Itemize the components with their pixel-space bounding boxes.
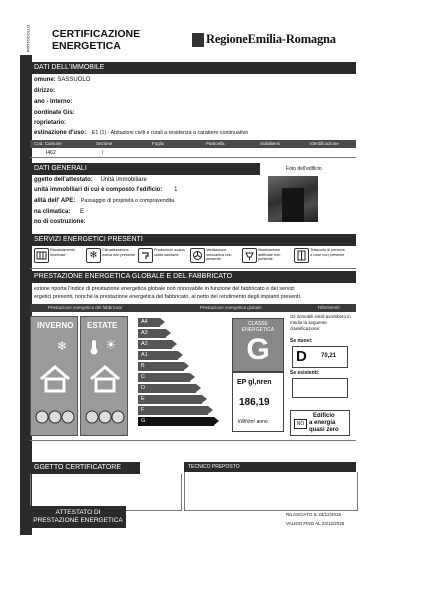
valido-date: VALIDO FINO AL 23/12/2025 [286,521,345,526]
class-tip [202,395,207,403]
service-label: Climatizzazione estiva non presente [102,248,136,257]
catasto-value: I462 [46,150,56,156]
photo-building-shape [282,188,304,222]
class-tip [160,318,165,326]
transport-icon [294,248,309,263]
service-label: Produzione acqua calda sanitaria [154,248,185,257]
motivazione-row [34,198,174,204]
service-label: Riscaldamento invernale [50,248,76,257]
se-nuovi-box [292,346,348,368]
building-photo [268,176,318,222]
service-item [190,246,242,264]
se-nuovi-value: 70,21 [321,353,337,359]
class-tip [166,329,171,337]
ep-label: EP gl,nren [237,379,272,386]
nzeb-box [290,410,350,436]
description-line: ezione riporta l'indice di prestazione energetica globale non rinnovabile in funzione del fabbricato e dei servizi [34,286,295,292]
se-esistenti-label: Se esistenti: [290,370,320,376]
class-bar-d: D [138,384,196,393]
house-icon [39,365,71,398]
certificatore-header: GGETTO CERTIFICATORE [30,462,140,474]
prestazione-subheader-row [30,304,356,312]
service-label: Ventilazione meccanica non presente [206,248,232,261]
riferimenti-panel [288,314,356,436]
comune-value: SASSUOLO [57,77,91,83]
service-item [294,246,346,264]
class-tip [190,373,195,381]
photo-label: Foto dell'edificio [286,166,322,172]
inverno-label: INVERNO [37,321,74,330]
motivazione-value: Passaggio di proprietà o compravendita [80,198,175,204]
class-bar-b: B [138,362,184,371]
anno-label: no di costruzione: [34,219,86,225]
sun-icon: ☀ [105,337,117,352]
prestazione-description [34,285,356,301]
catasto-bottom-rule [30,157,356,158]
section-prestazione-header: PRESTAZIONE ENERGETICA GLOBALE E DEL FABBRICATO [30,271,356,283]
ep-value: 186,19 [239,397,270,408]
catasto-header: Cod. Comune [34,141,62,146]
thermometer-icon [89,339,99,360]
energy-class-badge [232,318,284,372]
catasto-header-row [30,140,356,148]
proprietario-row [34,120,66,126]
unita-label: unità immobiliari di cui è composto l'edificio: [34,187,163,193]
riferimenti-text: Gli immobili simili avrebbero in media la seguente classificazione: [290,314,351,331]
nzeb-label: Edificio [313,413,335,419]
section-servizi-header: SERVIZI ENERGETICI PRESENTI [30,234,356,246]
class-tip [184,362,189,370]
service-item [86,246,138,264]
proprietario-label: roprietario: [34,120,67,126]
zona-value: E [80,209,85,215]
catasto-header: Subalterni [260,141,281,146]
oggetto-label: ggetto dell'attestato: [34,177,93,183]
region-logo [192,32,356,50]
class-bar-a1: A1 [138,351,178,360]
se-nuovi-class: D [296,348,307,365]
service-label: Illuminazione artificiale non presente [258,248,281,261]
attestato-line: ATTESTATO DI [55,509,101,516]
destinazione-label: estinazione d'uso: [34,130,87,136]
subheader-globale: Prestazione energetica globale [200,305,262,310]
indirizzo-row [34,88,55,94]
oggetto-value: Unità immobiliare [100,177,147,183]
radiator-icon [34,248,49,263]
house-icon [89,365,121,398]
class-tip [196,384,201,392]
catasto-header: Sezione [96,141,113,146]
service-item [138,246,190,264]
class-bar-a4: A4 [138,318,160,327]
service-item [34,246,86,264]
protocol-stamp-text: PROTOCOLLO [25,24,31,53]
coordinate-label: oordinate Gis: [34,110,75,116]
ep-box [232,372,284,432]
class-tip [178,351,183,359]
protocol-stamp [26,22,38,56]
comune-row [34,77,90,83]
zona-row [34,209,84,215]
title-line-2: ENERGETICA [52,40,121,52]
estate-panel [80,316,128,436]
tap-icon [138,248,153,263]
logo-mark [192,33,204,47]
catasto-header: Foglio [152,141,165,146]
title-line-1: CERTIFICAZIONE [52,28,141,40]
comune-label: omune: [34,77,56,83]
attestato-line: PRESTAZIONE ENERGETICA [33,517,123,524]
piano-label: ano - Interno: [34,99,73,105]
destinazione-row [34,130,248,136]
nzeb-checkbox: NO [294,419,307,429]
rilasciato-date: RILASCIATO IL 23/12/2015 [286,512,341,517]
classe-value: G [246,333,270,366]
zona-label: na climatica: [34,209,71,215]
description-line: ergetici presenti, nonché la prestazione energetica del fabbricato, al netto del rendimento degli impianti presenti. [34,294,302,300]
brand-name: RegioneEmilia-Romagna [206,32,336,46]
ep-unit: kWh/m² anno [238,419,268,425]
attestato-badge [30,506,126,528]
tecnico-header [184,462,356,472]
coordinate-row [34,110,75,116]
classe-label: CLASSE ENERGETICA [241,321,275,333]
nzeb-label: a energia [309,420,336,426]
oggetto-row [34,177,147,183]
tecnico-box [184,472,358,511]
class-bar-c: C [138,373,190,382]
service-label: Trasporto di persone o cose non presente [310,248,345,257]
fan-icon [190,248,205,263]
prestazione-bottom-rule [30,440,356,441]
certificate-title [52,28,140,52]
servizi-bottom-rule [30,268,356,269]
section-generali-header: DATI GENERALI [30,163,260,175]
unita-row [34,187,177,193]
estate-label: ESTATE [87,321,118,330]
catasto-header: Identificazione [310,141,339,146]
section-immobile-header: DATI DELL'IMMOBILE [30,62,356,74]
motivazione-label: alità dell' APE: [34,198,76,204]
catasto-value: / [102,150,104,156]
destinazione-value: E1 (1) - Abitazioni civili e rurali a residenza a carattere continuativo [91,130,249,136]
subheader-riferimenti: Riferimenti [318,305,340,310]
inverno-panel [30,316,78,436]
class-bar-f: F [138,406,208,415]
class-bar-g: G [138,417,214,426]
service-item [242,246,294,264]
face-icons [35,409,75,430]
tecnico-title: TECNICO PREPOSTO [188,464,240,470]
class-tip [208,406,213,414]
class-tip [172,340,177,348]
se-esistenti-box [292,378,348,398]
se-nuovi-label: Se nuovi: [290,338,313,344]
class-bar-a2: A2 [138,340,172,349]
face-icons [85,409,125,430]
snowflake-icon: ❄ [57,339,68,353]
unita-value: 1 [174,187,178,193]
piano-row [34,99,72,105]
lamp-icon [242,248,257,263]
class-tip [214,417,219,425]
snowflake-icon: ❄ [86,248,101,263]
anno-row [34,219,86,225]
nzeb-label: quasi zero [309,427,339,433]
indirizzo-label: dirizzo: [34,88,55,94]
class-bar-a3: A3 [138,329,166,338]
catasto-header: Particella [206,141,225,146]
subheader-fabbricato: Prestazione energetica del fabbricato [48,305,123,310]
class-bar-e: E [138,395,202,404]
